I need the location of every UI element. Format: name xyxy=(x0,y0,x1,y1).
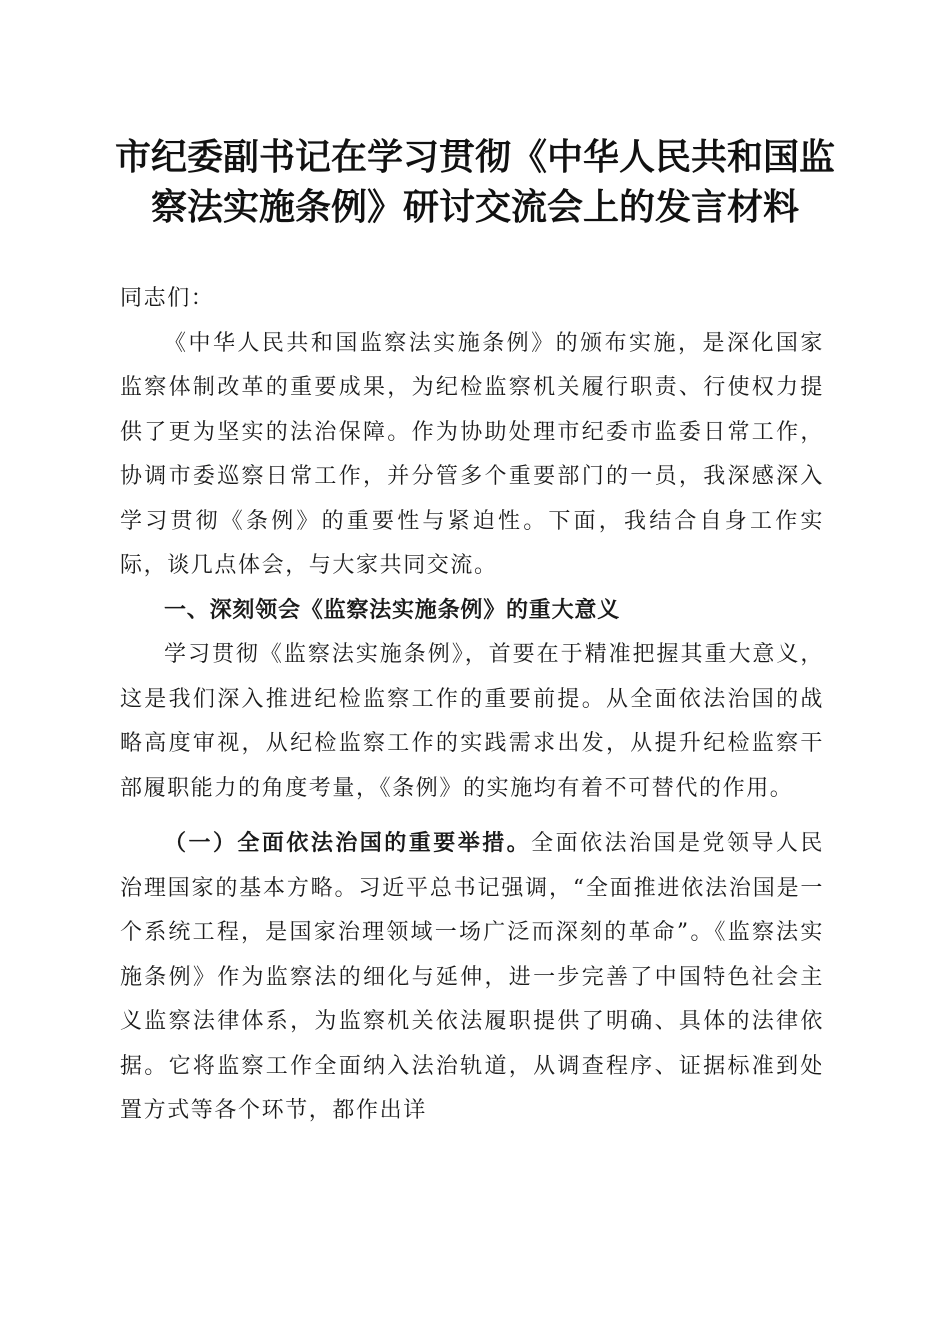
document-body xyxy=(120,277,824,1134)
title-line-2: 察法实施条例》研讨交流会上的发言材料 xyxy=(150,186,799,228)
salutation: 同志们： xyxy=(120,286,215,311)
paragraph-gap xyxy=(120,811,824,821)
subsection-1-lead: （一）全面依法治国的重要举措。 xyxy=(164,830,532,856)
section-1-paragraph: 学习贯彻《监察法实施条例》，首要在于精准把握其重大意义，这是我们深入推进纪检监察工作的重要前提。从全面依法治国的战略高度审视，从纪检监察工作的实践需求出发，从提升纪检监察干部履职能力的角度考量，《条例》的实施均有着不可替代的作用。 xyxy=(120,642,824,801)
subsection-1-text: 全面依法治国是党领导人民治理国家的基本方略。习近平总书记强调，“全面推进依法治国是一个系统工程，是国家治理领域一场广泛而深刻的革命”。《监察法实施条例》作为监察法的细化与延伸，进一步完善了中国特色社会主义监察法律体系，为监察机关依法履职提供了明确、具体的法律依据。它将监察工作全面纳入法治轨道，从调查程序、证据标准到处置方式等各个环节，都作出详 xyxy=(120,831,824,1123)
document-title xyxy=(100,132,850,232)
title-line-1: 市纪委副书记在学习贯彻《中华人民共和国监 xyxy=(114,136,835,178)
intro-paragraph: 《中华人民共和国监察法实施条例》的颁布实施，是深化国家监察体制改革的重要成果，为纪检监察机关履行职责、行使权力提供了更为坚实的法治保障。作为协助处理市纪委市监委日常工作，协调市委巡察日常工作，并分管多个重要部门的一员，我深感深入学习贯彻《条例》的重要性与紧迫性。下面，我结合自身工作实际，谈几点体会，与大家共同交流。 xyxy=(120,330,824,578)
section-1-heading: 一、深刻领会《监察法实施条例》的重大意义 xyxy=(164,597,621,623)
subsection-1-paragraph xyxy=(120,821,824,1134)
